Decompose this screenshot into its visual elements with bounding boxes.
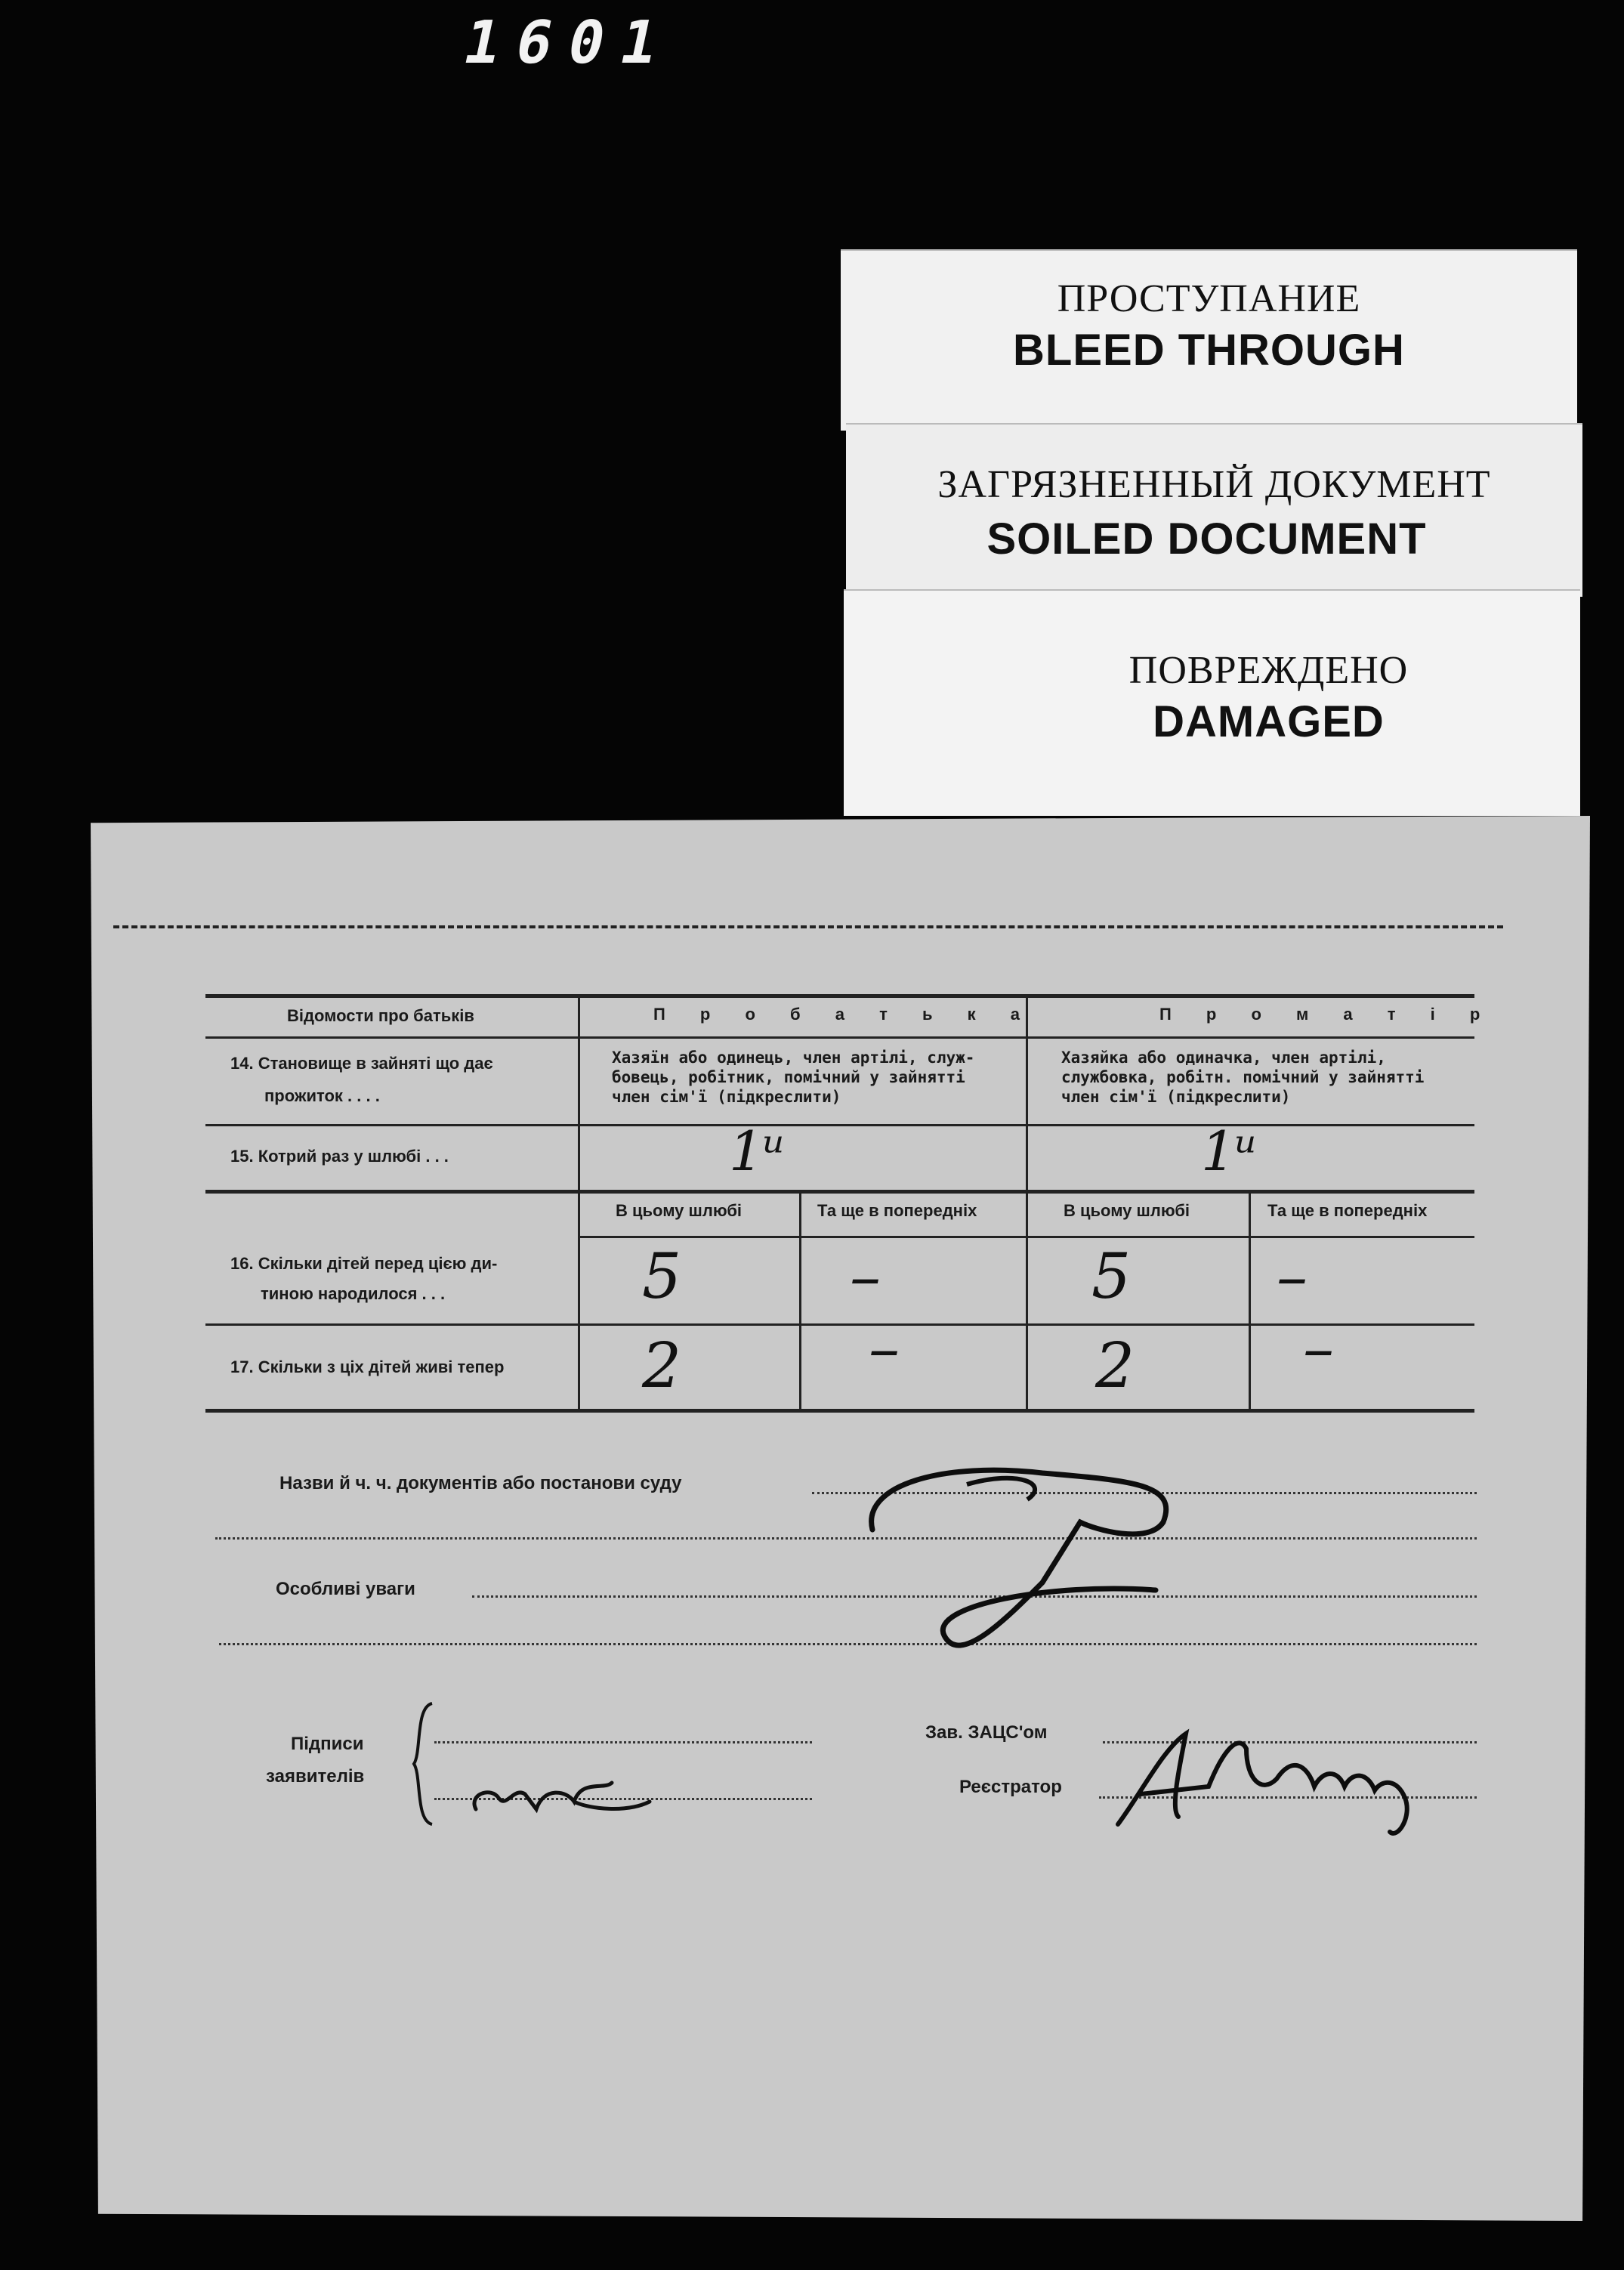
row14-father-line1: Хазяїн або одинець, член артілі, служ-	[612, 1049, 975, 1067]
header-parents-info: Відомости про батьків	[287, 1006, 474, 1025]
row17-mother-this: 2	[1095, 1330, 1135, 1402]
signatures-label-line2: заявителів	[266, 1766, 365, 1787]
perforation-line	[113, 925, 1503, 928]
row15-mother-value: 1ᵘ	[1201, 1120, 1258, 1183]
row14-label-line1: 14. Становище в зайняті що дає	[230, 1054, 493, 1073]
row16-mother-prev: –	[1277, 1241, 1308, 1313]
row17-father-this: 2	[642, 1330, 682, 1402]
row15-label: 15. Котрий раз у шлюбі . . .	[230, 1147, 449, 1166]
damaged-tag	[844, 589, 1580, 816]
applicant-signature	[461, 1756, 657, 1839]
row14-mother-line3: член сім'ї (підкреслити)	[1061, 1088, 1291, 1106]
blank-field-mark	[854, 1439, 1193, 1688]
tag-ru-text: ЗАГРЯЗНЕННЫЙ ДОКУМЕНТ	[937, 463, 1491, 506]
film-frame-number: 1601	[457, 9, 681, 77]
row17-label: 17. Скільки з ціх дітей живі тепер	[230, 1357, 505, 1376]
header-father: П р о б а т ь к а	[653, 1005, 1035, 1024]
documents-label: Назви й ч. ч. документів або постанови суду	[279, 1473, 682, 1493]
tag-ru-text: ПОВРЕЖДЕНО	[1128, 649, 1409, 692]
registration-form-sheet	[91, 816, 1590, 2221]
head-label: Зав. ЗАЦС'ом	[925, 1722, 1048, 1743]
row14-mother-line2: службовка, робітн. помічний у зайнятті	[1061, 1068, 1425, 1086]
tag-en-text: BLEED THROUGH	[1013, 326, 1405, 375]
signatures-brace	[408, 1700, 438, 1828]
row16-mother-this: 5	[1091, 1241, 1132, 1313]
registrar-label: Реєстратор	[959, 1777, 1062, 1797]
subheader-father-previous: Та ще в попередніх	[817, 1201, 977, 1220]
row16-label-line1: 16. Скільки дітей перед цією ди-	[230, 1254, 498, 1273]
subheader-father-this-marriage: В цьому шлюбі	[616, 1201, 743, 1220]
tag-en-text: DAMAGED	[1153, 697, 1385, 746]
row15-father-value: 1ᵘ	[729, 1120, 786, 1183]
row16-father-this: 5	[642, 1241, 682, 1313]
row14-father-line3: член сім'ї (підкреслити)	[612, 1088, 841, 1106]
tag-ru-text: ПРОСТУПАНИЕ	[1057, 277, 1361, 320]
row14-father-line2: бовець, робітник, помічний у зайнятті	[612, 1068, 965, 1086]
header-mother: П р о м а т і р	[1159, 1005, 1496, 1024]
signatures-label-line1: Підписи	[291, 1734, 364, 1754]
soiled-document-tag	[846, 423, 1582, 597]
bleed-through-tag	[841, 249, 1577, 431]
row16-label-line2: тиною народилося . . .	[261, 1284, 446, 1303]
row14-label-line2: прожиток . . . .	[264, 1086, 380, 1105]
row14-mother-line1: Хазяйка або одиначка, член артілі,	[1061, 1049, 1386, 1067]
subheader-mother-previous: Та ще в попередніх	[1267, 1201, 1428, 1220]
row17-father-prev: –	[869, 1313, 900, 1385]
tag-en-text: SOILED DOCUMENT	[986, 514, 1427, 564]
row17-mother-prev: –	[1303, 1313, 1334, 1385]
notes-label: Особливі уваги	[276, 1579, 415, 1599]
subheader-mother-this-marriage: В цьому шлюбі	[1064, 1201, 1190, 1220]
registrar-signature	[1095, 1703, 1428, 1855]
row16-father-prev: –	[850, 1241, 881, 1313]
